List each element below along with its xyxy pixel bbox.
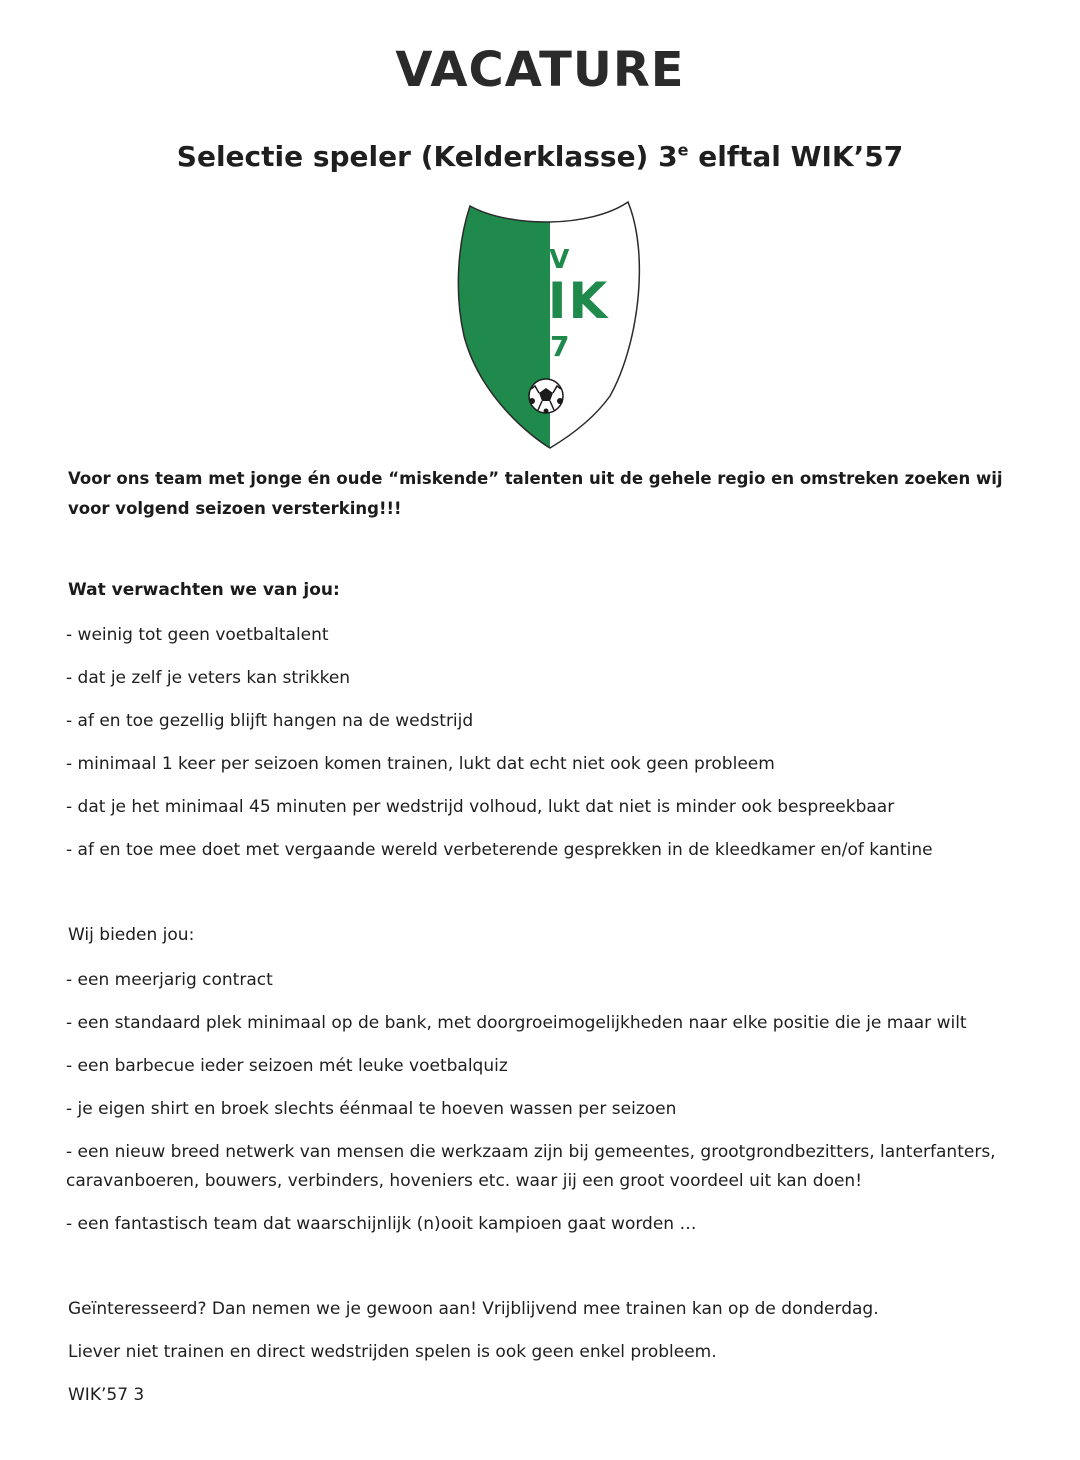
page-title: VACATURE — [395, 42, 685, 98]
expect-item: - dat je het minimaal 45 minuten per wedstrijd volhoud, lukt dat niet is minder ook bespreekbaar — [66, 797, 895, 817]
offer-item: - een meerjarig contract — [66, 970, 273, 990]
expect-heading: Wat verwachten we van jou: — [68, 580, 340, 600]
subtitle-superscript: e — [677, 140, 689, 160]
expect-item: - af en toe gezellig blijft hangen na de wedstrijd — [66, 711, 474, 731]
offer-heading: Wij bieden jou: — [68, 925, 195, 945]
subtitle-main: Selectie speler (Kelderklasse) 3 — [176, 140, 678, 173]
expect-item: - dat je zelf je veters kan strikken — [66, 668, 351, 688]
closing-block — [68, 1295, 1038, 1424]
expect-item: - minimaal 1 keer per seizoen komen trainen, lukt dat echt niet ook geen probleem — [66, 754, 775, 774]
club-logo-icon — [450, 196, 650, 456]
closing-line: Geïnteresseerd? Dan nemen we je gewoon aan! Vrijblijvend mee trainen kan op de donderdag. — [68, 1299, 879, 1319]
football-icon — [529, 379, 563, 414]
signature: WIK’57 3 — [68, 1385, 145, 1405]
offer-item: - een barbecue ieder seizoen mét leuke voetbalquiz — [66, 1056, 508, 1076]
offer-list — [66, 966, 1036, 1253]
logo-text-sv: SV — [524, 245, 576, 275]
offer-item: - een fantastisch team dat waarschijnlijk (n)ooit kampioen gaat worden … — [66, 1214, 697, 1234]
offer-item: - je eigen shirt en broek slechts éénmaal te hoeven wassen per seizoen — [66, 1099, 677, 1119]
intro-text: Voor ons team met jonge én oude “miskende” talenten uit de gehele regio en omstreken zoeken wij voor volgend seizoen versterking!!! — [68, 469, 1003, 518]
closing-line: Liever niet trainen en direct wedstrijden spelen is ook geen enkel probleem. — [68, 1342, 717, 1362]
logo-text-wik: WIK — [490, 272, 610, 330]
expect-item: - af en toe mee doet met vergaande wereld verbeterende gesprekken in de kleedkamer en/of kantine — [66, 840, 933, 860]
logo-text-57: 57 — [530, 330, 570, 363]
offer-item: - een standaard plek minimaal op de bank, met doorgroeimogelijkheden naar elke positie die je maar wilt — [66, 1013, 967, 1033]
vacancy-subtitle — [0, 140, 1080, 173]
expect-item: - weinig tot geen voetbaltalent — [66, 625, 329, 645]
subtitle-rest: elftal WIK’57 — [688, 140, 904, 173]
expect-list — [66, 621, 1036, 879]
offer-item: - een nieuw breed netwerk van mensen die werkzaam zijn bij gemeentes, grootgrondbezitters, lanterfanters, caravanboeren, bouwers, verbinders, hoveniers etc. waar jij een groot voordeel uit kan doen! — [66, 1142, 996, 1191]
